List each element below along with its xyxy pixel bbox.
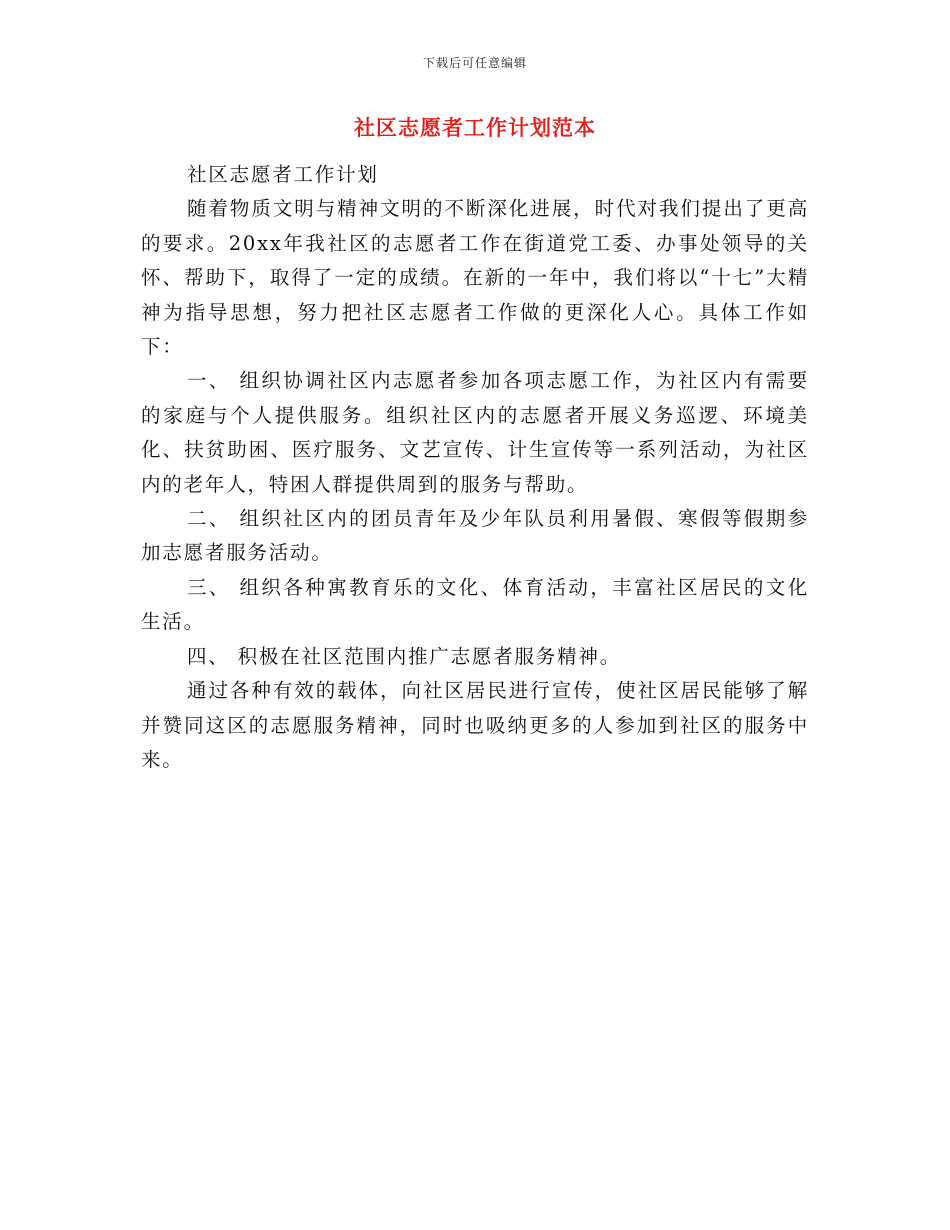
paragraph-item-4: 四、 积极在社区范围内推广志愿者服务精神。 xyxy=(187,644,621,668)
paragraph-item-1: 一、 组织协调社区内志愿者参加各项志愿工作，为社区内有需要的家庭与个人提供服务。组织社区内的志愿者开展义务巡逻、环境美化、扶贫助困、医疗服务、文艺宣传、计生宣传等一系列活动，为社区内的老年人，特困人群提供周到的服务与帮助。 xyxy=(141,369,809,496)
document-title: 社区志愿者工作计划范本 xyxy=(354,116,596,140)
header-note: 下载后可任意编辑 xyxy=(422,56,527,70)
paragraph-item-3: 三、 组织各种寓教育乐的文化、体育活动，丰富社区居民的文化生活。 xyxy=(141,575,809,634)
paragraph-item-2: 二、 组织社区内的团员青年及少年队员利用暑假、寒假等假期参加志愿者服务活动。 xyxy=(141,507,809,565)
document-body xyxy=(141,158,809,777)
paragraph-closing: 通过各种有效的载体，向社区居民进行宣传，使社区居民能够了解并赞同这区的志愿服务精神，同时也吸纳更多的人参加到社区的服务中来。 xyxy=(141,679,809,771)
paragraph-intro: 随着物质文明与精神文明的不断深化进展，时代对我们提出了更高的要求。20xx年我社区的志愿者工作在街道党工委、办事处领导的关怀、帮助下，取得了一定的成绩。在新的一年中，我们将以“十七”大精神为指导思想，努力把社区志愿者工作做的更深化人心。具体工作如下： xyxy=(141,197,809,359)
paragraph-subtitle: 社区志愿者工作计划 xyxy=(187,163,379,186)
